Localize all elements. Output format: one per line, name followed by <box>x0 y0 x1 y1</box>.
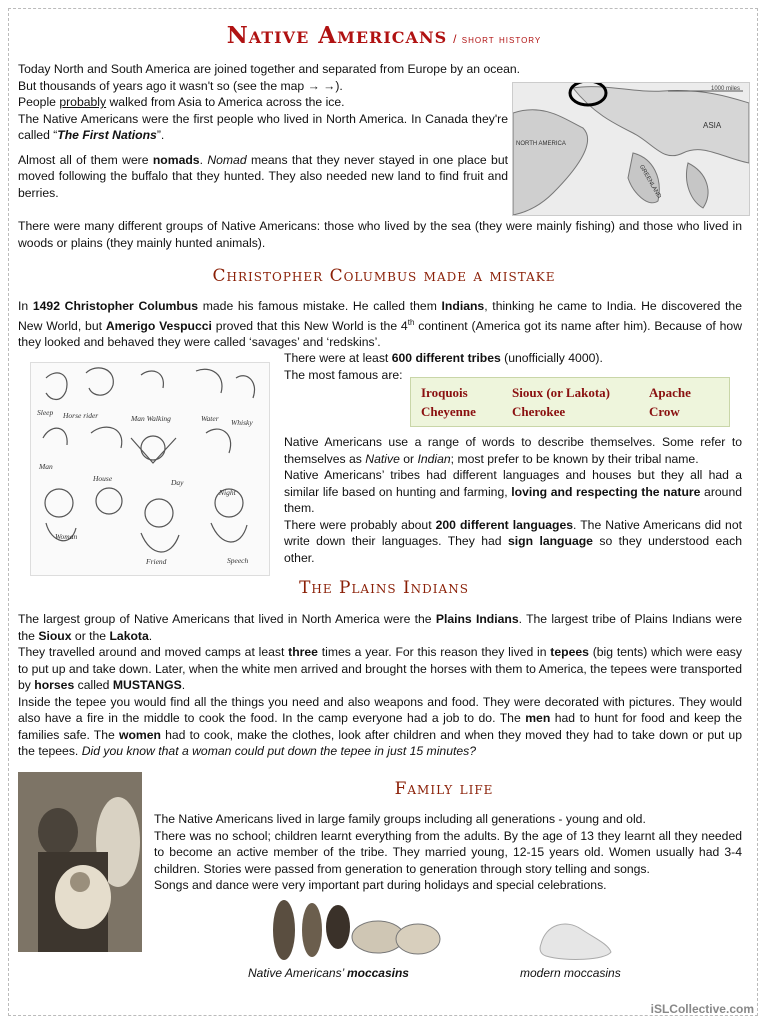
sign-label: Night <box>219 488 236 497</box>
intro-line2: But thousands of years ago it wasn't so (see the map → →). <box>18 78 343 93</box>
family-photo <box>18 772 142 952</box>
map-image <box>512 82 750 216</box>
old-moccasins-drawing <box>270 895 442 963</box>
sign-label: House <box>93 474 113 483</box>
caption-old-moccasins: Native Americans’ moccasins <box>248 966 409 980</box>
intro-line1: Today North and South America are joined together and separated from Europe by an ocean. <box>18 62 521 76</box>
tribe-name: Apache <box>649 385 691 400</box>
footer-watermark: iSLCollective.com <box>650 1002 754 1016</box>
sign-label: Man Walking <box>131 414 171 423</box>
family-paragraph: The Native Americans lived in large family groups including all generations - young and old. There was no school; children learnt everything from the adults. By the age of 13 they learnt all they needed to become an active member of the tribe. They married young, 12-15 years old. Women usually had 3-4 children. Stories were passed from generation to generation through story telling and songs. Songs and dance were very important part during holidays and special celebrations. <box>154 812 742 892</box>
sign-label: Friend <box>146 557 167 566</box>
columbus-paragraph: In 1492 Christopher Columbus made his famous mistake. He called them Indians, thinking he came to India. He discovered the New World, but Amerigo Vespucci proved that this New World is the 4th continent (America got its name after him). Because of how they looked and behaved they were called ‘savages’ and ‘redskins’. <box>18 299 743 350</box>
intro-text <box>18 61 521 201</box>
sign-language-image <box>30 362 270 576</box>
map-drawing <box>513 83 749 215</box>
tribe-name: Sioux (or Lakota) <box>512 385 610 400</box>
title-sub: / short history <box>453 32 542 46</box>
map-label-north-america: NORTH AMERICA <box>516 141 566 147</box>
tribes-text: There were at least 600 different tribes (unofficially 4000). The most famous are: <box>284 351 603 382</box>
heading-columbus: Christopher Columbus made a mistake <box>212 266 556 286</box>
tribe-name: Crow <box>649 404 680 419</box>
intro-line4: The Native Americans were the first people who lived in North America. In Canada they're called “The First Nations”. <box>18 111 508 142</box>
arrow-icon: → → <box>307 78 336 93</box>
map-label-greenland: GREENLAND <box>637 164 662 200</box>
plains-paragraph: The largest group of Native Americans that lived in North America were the Plains Indians. The largest tribe of Plains Indians were the Sioux or the Lakota. They travelled around and moved camps at least three times a year. For this reason they lived in tepees (big tents) which were easy to put up and take down. Later, when the white men arrived and brought the horses with them to America, the tepees were transported by horses called MUSTANGS. Inside the tepee you would find all the things you need and also weapons and food. They were decorated with pictures. They would also have a fire in the middle to cook the food. In the camp everyone had a job to do. The men had to hunt for food and keep the families safe. The women had to cook, make the clothes, look after children and when they moved they had to take down or put up the tepees. Did you know that a woman could put down the tepee in just 15 minutes? <box>18 612 742 758</box>
tribes-box <box>410 377 730 427</box>
family-photo-drawing <box>18 772 142 952</box>
intro-groups: There were many different groups of Native Americans: those who lived by the sea (they were mainly fishing) and those who lived in woods or plains (they mainly hunted animals). <box>18 219 742 250</box>
tribe-name: Cherokee <box>512 404 566 419</box>
sign-label: Man <box>39 462 53 471</box>
sign-label: Speech <box>227 556 249 565</box>
intro-line3: People probably walked from Asia to America across the ice. <box>18 95 345 109</box>
old-moccasins-image <box>270 895 442 963</box>
sign-drawing <box>31 363 269 575</box>
page-title <box>0 22 768 49</box>
sign-label: Woman <box>55 532 78 541</box>
sign-label: Water <box>201 414 219 423</box>
caption-modern-moccasins: modern moccasins <box>520 966 621 980</box>
sign-label: Whisky <box>231 418 253 427</box>
map-label-asia: ASIA <box>703 121 722 130</box>
modern-moccasin-drawing <box>536 904 616 964</box>
sign-label: Horse rider <box>63 411 99 420</box>
tribe-name: Cheyenne <box>421 404 476 419</box>
sign-label: Day <box>171 478 184 487</box>
heading-plains: The Plains Indians <box>299 578 469 598</box>
intro-nomads: Almost all of them were nomads. Nomad means that they never stayed in one place but moved following the buffalo that they hunted. They also needed new land to find fruit and berries. <box>18 152 508 200</box>
heading-family: Family life <box>394 779 494 799</box>
map-scale-label: 1000 miles <box>711 86 741 92</box>
modern-moccasin-image <box>536 904 616 964</box>
sign-label: Sleep <box>37 408 54 417</box>
title-main: Native Americans <box>226 22 448 49</box>
words-paragraph: Native Americans use a range of words to describe themselves. Some refer to themselves as Native or Indian; most prefer to be known by their tribal name. Native Americans’ tribes had different languages and houses but they all had a similar life based on hunting and farming, loving and respecting the nature around them. There were probably about 200 different languages. The Native Americans did not write down their languages. They had sign language so they understood each other. <box>284 435 743 565</box>
tribe-name: Iroquois <box>421 385 468 400</box>
